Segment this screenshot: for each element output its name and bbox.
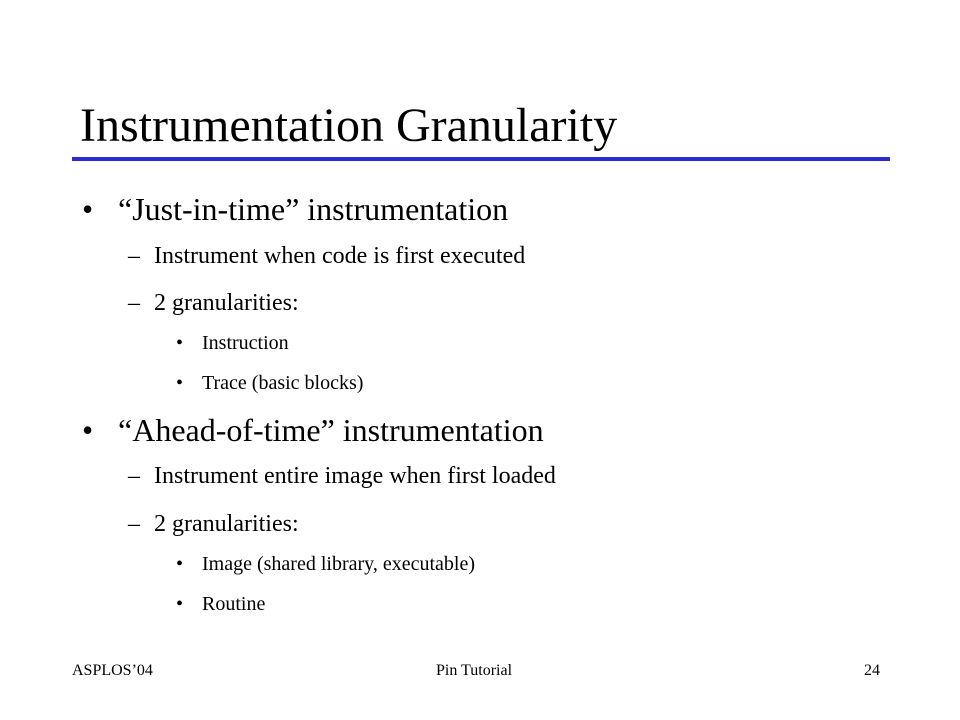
bullet-text: “Ahead-of-time” instrumentation xyxy=(118,412,544,448)
footer-tutorial-name: Pin Tutorial xyxy=(436,662,513,679)
item-text: Trace (basic blocks) xyxy=(202,372,364,394)
footer-conference: ASPLOS’04 xyxy=(72,662,153,679)
footer-page-number: 24 xyxy=(864,662,880,679)
title-underline xyxy=(72,157,890,161)
bullet-marker: • xyxy=(176,372,184,394)
dash-marker: – xyxy=(128,290,140,316)
bullet-marker: • xyxy=(176,332,184,354)
bullet-marker: • xyxy=(82,412,94,448)
item-text: Instruction xyxy=(202,332,289,354)
item-text: Routine xyxy=(202,593,266,615)
bullet-text: “Just-in-time” instrumentation xyxy=(118,191,509,227)
item-text: Image (shared library, executable) xyxy=(202,553,475,575)
dash-marker: – xyxy=(128,511,140,537)
bullet-marker: • xyxy=(176,593,184,615)
dash-marker: – xyxy=(128,463,140,489)
subbullet-text: Instrument entire image when first loaded xyxy=(154,463,556,489)
bullet-marker: • xyxy=(82,191,94,227)
bullet-marker: • xyxy=(176,553,184,575)
subbullet-text: 2 granularities: xyxy=(154,290,299,316)
subbullet-text: 2 granularities: xyxy=(154,511,299,537)
slide-title: Instrumentation Granularity xyxy=(80,99,618,152)
subbullet-text: Instrument when code is first executed xyxy=(154,243,526,269)
dash-marker: – xyxy=(128,243,140,269)
